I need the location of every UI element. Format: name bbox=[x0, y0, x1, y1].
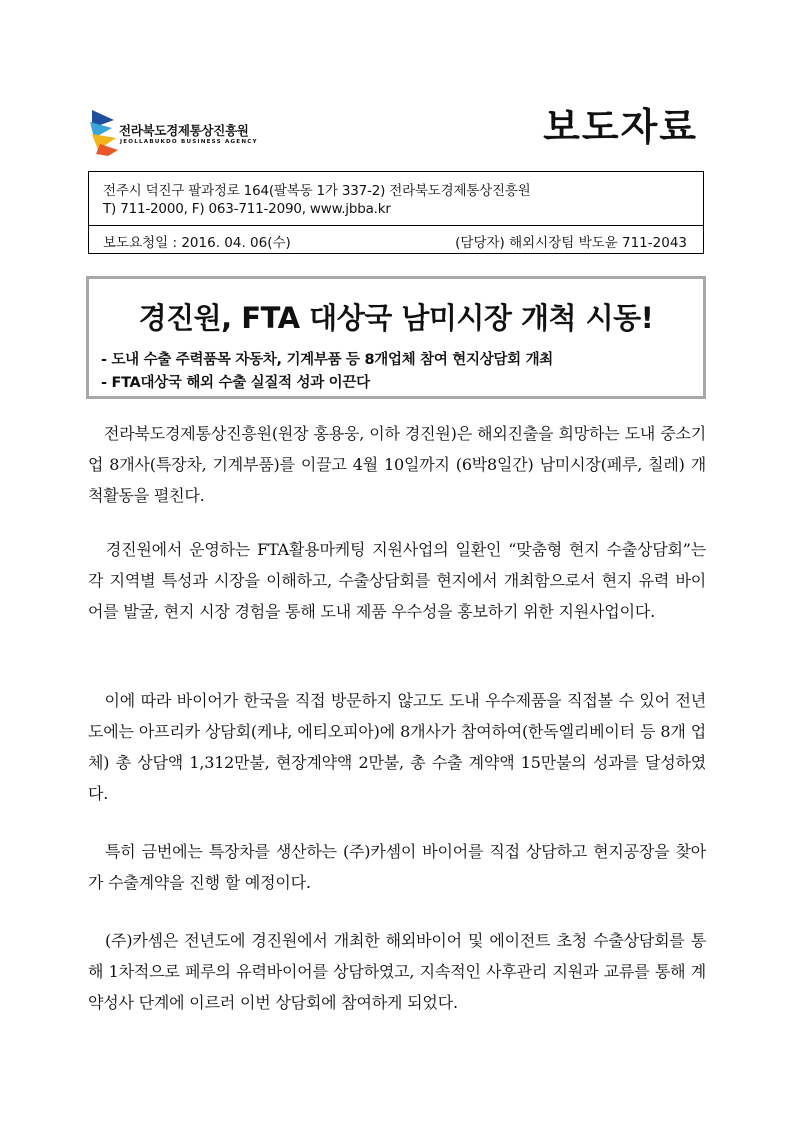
info-box bbox=[88, 171, 704, 254]
press-release-title: 보도자료 bbox=[543, 105, 698, 149]
headline-box bbox=[86, 276, 706, 399]
address-line: 전주시 덕진구 팔과정로 164(팔복동 1가 337-2) 전라북도경제통상진흥원 bbox=[103, 183, 531, 199]
info-divider bbox=[89, 225, 703, 226]
body-paragraph-1: 전라북도경제통상진흥원(원장 홍용웅, 이하 경진원)은 해외진출을 희망하는 도내 중소기업 8개사(특장차, 기계부품)를 이끌고 4월 10일까지 (6박8일간) 남미시장(페루, 칠레) 개척활동을 펼친다. bbox=[88, 424, 706, 505]
body-paragraph-5: (주)카셈은 전년도에 경진원에서 개최한 해외바이어 및 에이전트 초청 수출상담회를 통해 1차적으로 페루의 유력바이어를 상담하였고, 지속적인 사후관리 지원과 교류를 통해 계약성사 단계에 이르러 이번 상담회에 참여하게 되었다. bbox=[88, 931, 706, 1012]
body-paragraph-3: 이에 따라 바이어가 한국을 직접 방문하지 않고도 도내 우수제품을 직접볼 수 있어 전년도에는 아프리카 상담회(케냐, 에티오피아)에 8개사가 참여하여(한독엘리베이터 등 8개 업체) 총 상담액 1,312만불, 현장계약액 2만불, 총 수출 계약액 15만불의 성과를 달성하였다. bbox=[88, 691, 706, 803]
agency-logo-mark-icon bbox=[88, 104, 118, 156]
logo-name-kr: 전라북도경제통상진흥원 bbox=[119, 123, 249, 138]
body-paragraph-4: 특히 금번에는 특장차를 생산하는 (주)카셈이 바이어를 직접 상담하고 현지공장을 찾아가 수출계약을 진행 할 예정이다. bbox=[88, 842, 706, 892]
body-paragraph-2: 경진원에서 운영하는 FTA활용마케팅 지원사업의 일환인 “맞춤형 현지 수출상담회”는 각 지역별 특성과 시장을 이해하고, 수출상담회를 현지에서 개최함으로서 현지 유력 바이어를 발굴, 현지 시장 경험을 통해 도내 제품 우수성을 홍보하기 위한 지원사업이다. bbox=[88, 540, 706, 621]
agency-logo bbox=[88, 104, 308, 156]
headline-subtitle-2: - FTA대상국 해외 수출 실질적 성과 이끈다 bbox=[101, 375, 370, 391]
logo-name-en: JEOLLABUKDO BUSINESS AGENCY bbox=[120, 139, 258, 145]
headline-title: 경진원, FTA 대상국 남미시장 개척 시동! bbox=[138, 301, 654, 335]
headline-subtitle-1: - 도내 수출 주력품목 자동차, 기계부품 등 8개업체 참여 현지상담회 개최 bbox=[101, 352, 553, 368]
phone-fax-web-line: T) 711-2000, F) 063-711-2090, www.jbba.kr bbox=[103, 201, 391, 217]
release-date: 보도요청일 : 2016. 04. 06(수) bbox=[103, 235, 291, 251]
contact-person: (담당자) 해외시장팀 박도윤 711-2043 bbox=[455, 235, 687, 251]
